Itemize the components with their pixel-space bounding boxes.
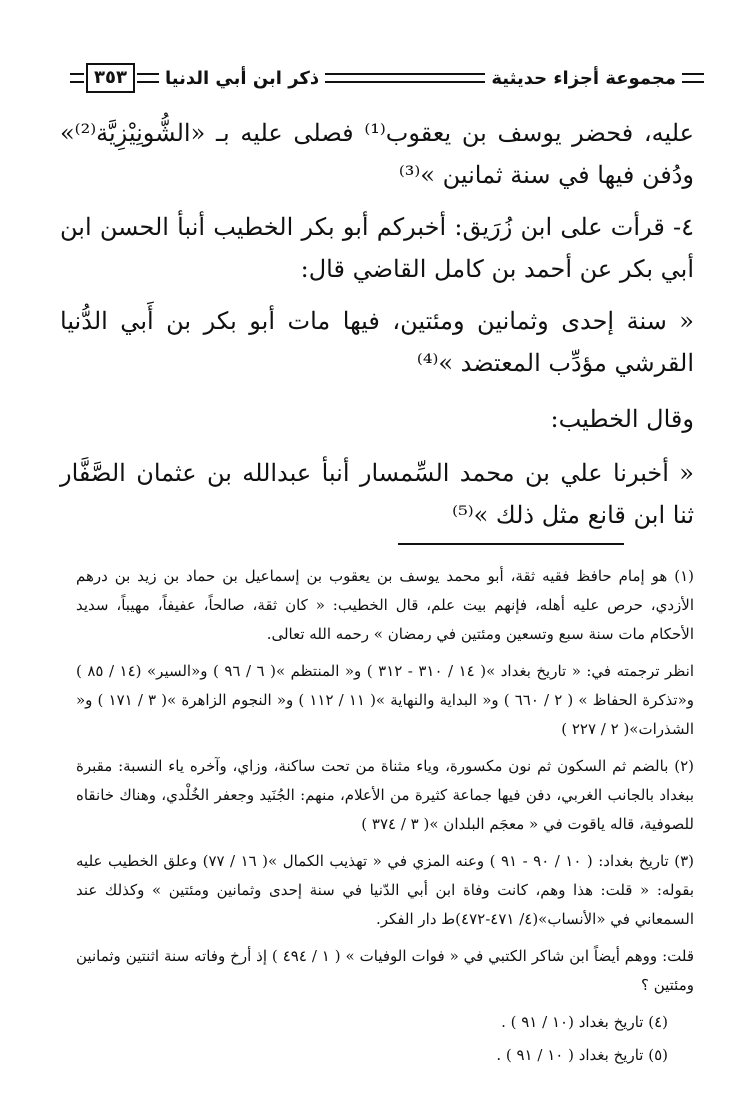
footnote-2: (٢) بالضم ثم السكون ثم نون مكسورة، وياء مثناة من تحت ساكنة، وزاي، وآخره ياء النسبة: مقبرة ببغداد بالجانب الغربي، دفن فيها جماعة كثيرة من الأعلام، منهم: الجُنَيد وجعفر الخُلْدي، وهناك خانقاه للصوفية، قاله ياقوت في « معجَم البلدان »( ٣ / ٣٧٤ ): [76, 757, 694, 833]
footnote-5: (٥) تاريخ بغداد ( ١٠ / ٩١ ) .: [496, 1046, 668, 1064]
page-number: ٣٥٣: [86, 63, 135, 93]
footnote-1-references: انظر ترجمته في: « تاريخ بغداد »( ١٤ / ٣١٠ - ٣١٢ ) و« المنتظم »( ٦ / ٩٦ ) و«السير» (١٤ / ٨٥ ) و«تذكرة الحفاظ » ( ٢ / ٦٦٠ ) و« البداية والنهاية »( ١١ / ١١٢ ) و« النجوم الزاهرة »( ٣ / ١٧١ ) و« الشذرات»( ٢ / ٢٢٧ ): [76, 662, 695, 738]
header-rule-before-number: [137, 73, 159, 83]
footnote-4: (٤) تاريخ بغداد (١٠ / ٩١ ) .: [501, 1013, 668, 1031]
continuation-paragraph: عليه، فحضر يوسف بن يعقوب⁽¹⁾ فصلى عليه بـ «الشُّونِيْزِيَّة⁽²⁾» ودُفن فيها في سنة ثمانين »⁽³⁾: [60, 119, 694, 189]
main-text: [60, 112, 694, 536]
footnote-1: (١) هو إمام حافظ فقيه ثقة، أبو محمد يوسف بن يعقوب بن إسماعيل بن حماد بن زيد بن درهم الأزدي، حرص عليه أهله، فإنهم بيت علم، قال الخطيب: « كان ثقة، صالحاً، عفيفاً، مهيباً، سديد الأحكام مات سنة سبع وتسعين ومئتين في رمضان » رحمه الله تعالى.: [76, 567, 694, 643]
khatib-heading: وقال الخطيب:: [550, 405, 694, 433]
footnote-3: (٣) تاريخ بغداد: ( ١٠ / ٩٠ - ٩١ ) وعنه المزي في « تهذيب الكمال »( ١٦ / ٧٧) وعلق الخطيب عليه بقوله: « قلت: هذا وهم، كانت وفاة ابن أبي الدّنيا في سنة إحدى وثمانين ومئتين » وكذلك عند السمعاني في «الأنساب»(٤/ ٤٧١-٤٧٢)ط دار الفكر.: [76, 852, 694, 928]
running-header: [70, 60, 704, 96]
footnotes: [76, 562, 694, 1074]
quote-ibn-kamil: « سنة إحدى وثمانين ومئتين، فيها مات أبو بكر بن أَبي الدُّنيا القرشي مؤدِّب المعتضد »⁽⁴⁾: [60, 307, 694, 377]
header-collection-title: مجموعة أجزاء حديثية: [491, 67, 676, 89]
footnote-divider: [398, 543, 624, 545]
footnote-3-note: قلت: ووهم أيضاً ابن شاكر الكتبي في « فوات الوفيات » ( ١ / ٤٩٤ ) إذ أرخ وفاته سنة اثنتين وثمانين ومئتين ؟: [76, 947, 694, 994]
quote-khatib: « أخبرنا علي بن محمد السِّمسار أنبأ عبدالله بن عثمان الصَّفَّار ثنا ابن قانع مثل ذلك »⁽⁵⁾: [60, 459, 694, 529]
header-rule-left: [70, 73, 84, 83]
header-rule-right: [682, 73, 704, 83]
hadith-4-isnad: ٤- قرأت على ابن زُرَيق: أخبركم أبو بكر الخطيب أنبأ الحسن ابن أبي بكر عن أحمد بن كامل القاضي قال:: [60, 213, 694, 283]
header-rule-middle: [325, 73, 485, 83]
header-chapter-title: ذكر ابن أبي الدنيا: [164, 67, 320, 89]
